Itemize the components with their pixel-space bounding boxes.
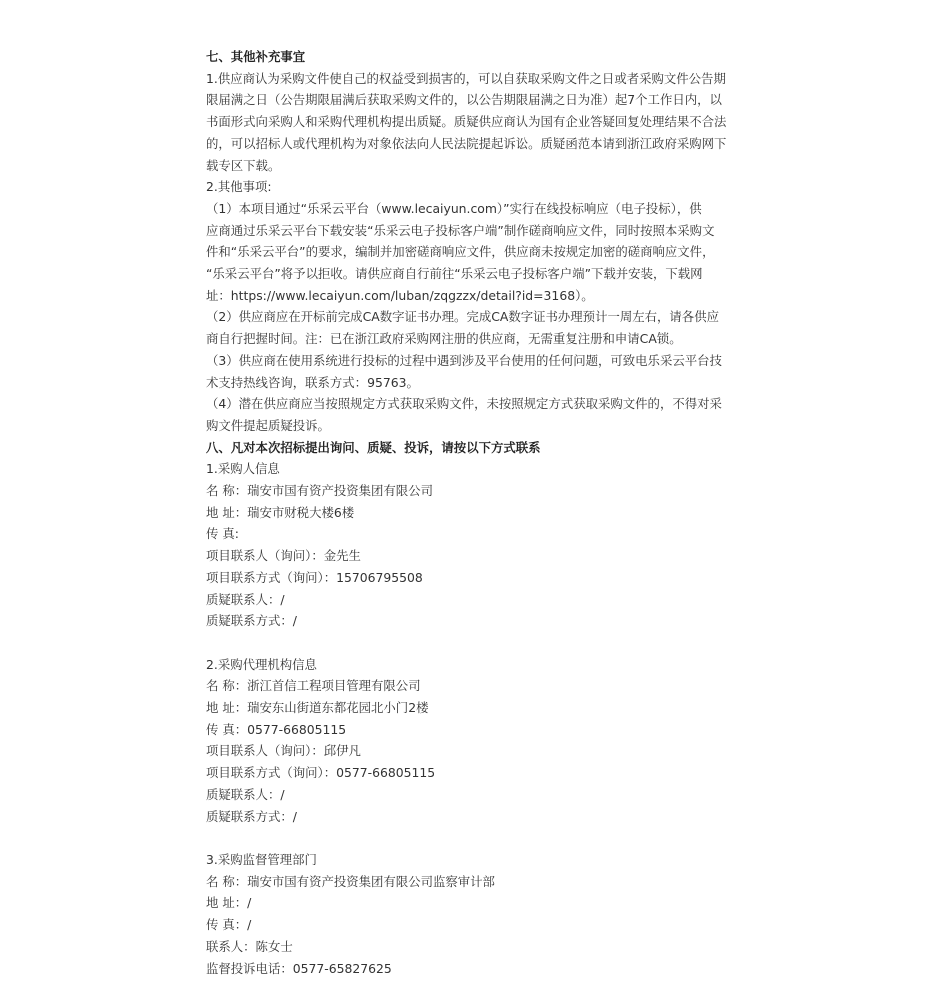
- agency-complaint-contact: 质疑联系人：/: [206, 786, 285, 802]
- purchaser-address: 地 址：瑞安市财税大楼6楼: [206, 504, 355, 520]
- text-line: 的，可以招标人或代理机构为对象依法向人民法院提起诉讼。质疑函范本请到浙江政府采购网下: [206, 135, 727, 151]
- supervisor-title: 3.采购监督管理部门: [206, 851, 317, 867]
- purchaser-info: [206, 458, 748, 632]
- text-line: 购文件提起质疑投诉。: [206, 417, 330, 433]
- purchaser-fax: 传 真:: [206, 526, 239, 542]
- supervisor-phone: 监督投诉电话：0577-65827625: [206, 960, 392, 976]
- text-line: 件和“乐采云平台”的要求，编制并加密磋商响应文件，供应商未按规定加密的磋商响应文件，: [206, 244, 715, 260]
- text-line: 术支持热线咨询，联系方式：95763。: [206, 374, 419, 390]
- text-line: 1.供应商认为采购文件使自己的权益受到损害的，可以自获取采购文件之日或者采购文件公告期: [206, 70, 726, 86]
- agency-complaint-phone: 质疑联系方式：/: [206, 808, 297, 824]
- spacer: [206, 827, 748, 849]
- other-items-title: 2.其他事项:: [206, 179, 272, 195]
- supervisor-info: [206, 849, 748, 979]
- agency-phone: 项目联系方式（询问）：0577-66805115: [206, 765, 436, 781]
- item-support-hotline: [206, 350, 748, 393]
- supervisor-contact: 联系人：陈女士: [206, 938, 293, 954]
- section-heading-other-matters: 七、其他补充事宜: [206, 49, 306, 64]
- purchaser-phone: 项目联系方式（询问）：15706795508: [206, 569, 423, 585]
- purchaser-complaint-contact: 质疑联系人：/: [206, 591, 285, 607]
- text-line: 限届满之日（公告期限届满后获取采购文件的，以公告期限届满之日为准）起7个工作日内，以: [206, 92, 722, 108]
- text-line: （1）本项目通过“乐采云平台（www.lecaiyun.com）”实行在线投标响应（电子投标），供: [206, 200, 702, 216]
- purchaser-complaint-phone: 质疑联系方式：/: [206, 613, 297, 629]
- text-line: （3）供应商在使用系统进行投标的过程中遇到涉及平台使用的任何问题，可致电乐采云平台技: [206, 352, 722, 368]
- supervisor-address: 地 址：/: [206, 895, 252, 911]
- item-online-bidding: [206, 198, 748, 307]
- spacer: [206, 632, 748, 654]
- agency-info: [206, 654, 748, 828]
- text-line: 应商通过乐采云平台下载安装“乐采云电子投标客户端”制作磋商响应文件，同时按照本采购文: [206, 222, 715, 238]
- purchaser-title: 1.采购人信息: [206, 461, 280, 477]
- paragraph-complaint-rights: [206, 68, 748, 177]
- agency-name: 名 称：浙江首信工程项目管理有限公司: [206, 678, 421, 694]
- agency-contact: 项目联系人（询问）：邱伊凡: [206, 743, 361, 759]
- supervisor-fax: 传 真：/: [206, 917, 252, 933]
- agency-fax: 传 真：0577-66805115: [206, 721, 347, 737]
- text-line: 载专区下载。: [206, 157, 281, 173]
- text-line: （2）供应商应在开标前完成CA数字证书办理。完成CA数字证书办理预计一周左右，请各供应: [206, 309, 719, 325]
- purchaser-name: 名 称：瑞安市国有资产投资集团有限公司: [206, 483, 433, 499]
- text-line: 书面形式向采购人和采购代理机构提出质疑。质疑供应商认为国有企业答疑回复处理结果不合法: [206, 114, 727, 130]
- text-line: 址：https://www.lecaiyun.com/luban/zqgzzx/detail?id=3168）。: [206, 287, 594, 303]
- agency-address: 地 址：瑞安东山街道东都花园北小门2楼: [206, 700, 429, 716]
- item-obtain-documents: [206, 393, 748, 436]
- section-heading-contact: 八、凡对本次招标提出询问、质疑、投诉，请按以下方式联系: [206, 439, 541, 455]
- text-line: 商自行把握时间。注：已在浙江政府采购网注册的供应商，无需重复注册和申请CA锁。: [206, 331, 682, 347]
- text-line: （4）潜在供应商应当按照规定方式获取采购文件，未按照规定方式获取采购文件的，不得对采: [206, 396, 722, 412]
- item-ca-certificate: [206, 306, 748, 349]
- text-line: “乐采云平台”将予以拒收。请供应商自行前往“乐采云电子投标客户端”下载并安装，下载网: [206, 266, 703, 282]
- agency-title: 2.采购代理机构信息: [206, 656, 317, 672]
- supervisor-name: 名 称：瑞安市国有资产投资集团有限公司监察审计部: [206, 873, 495, 889]
- purchaser-contact: 项目联系人（询问）：金先生: [206, 548, 361, 564]
